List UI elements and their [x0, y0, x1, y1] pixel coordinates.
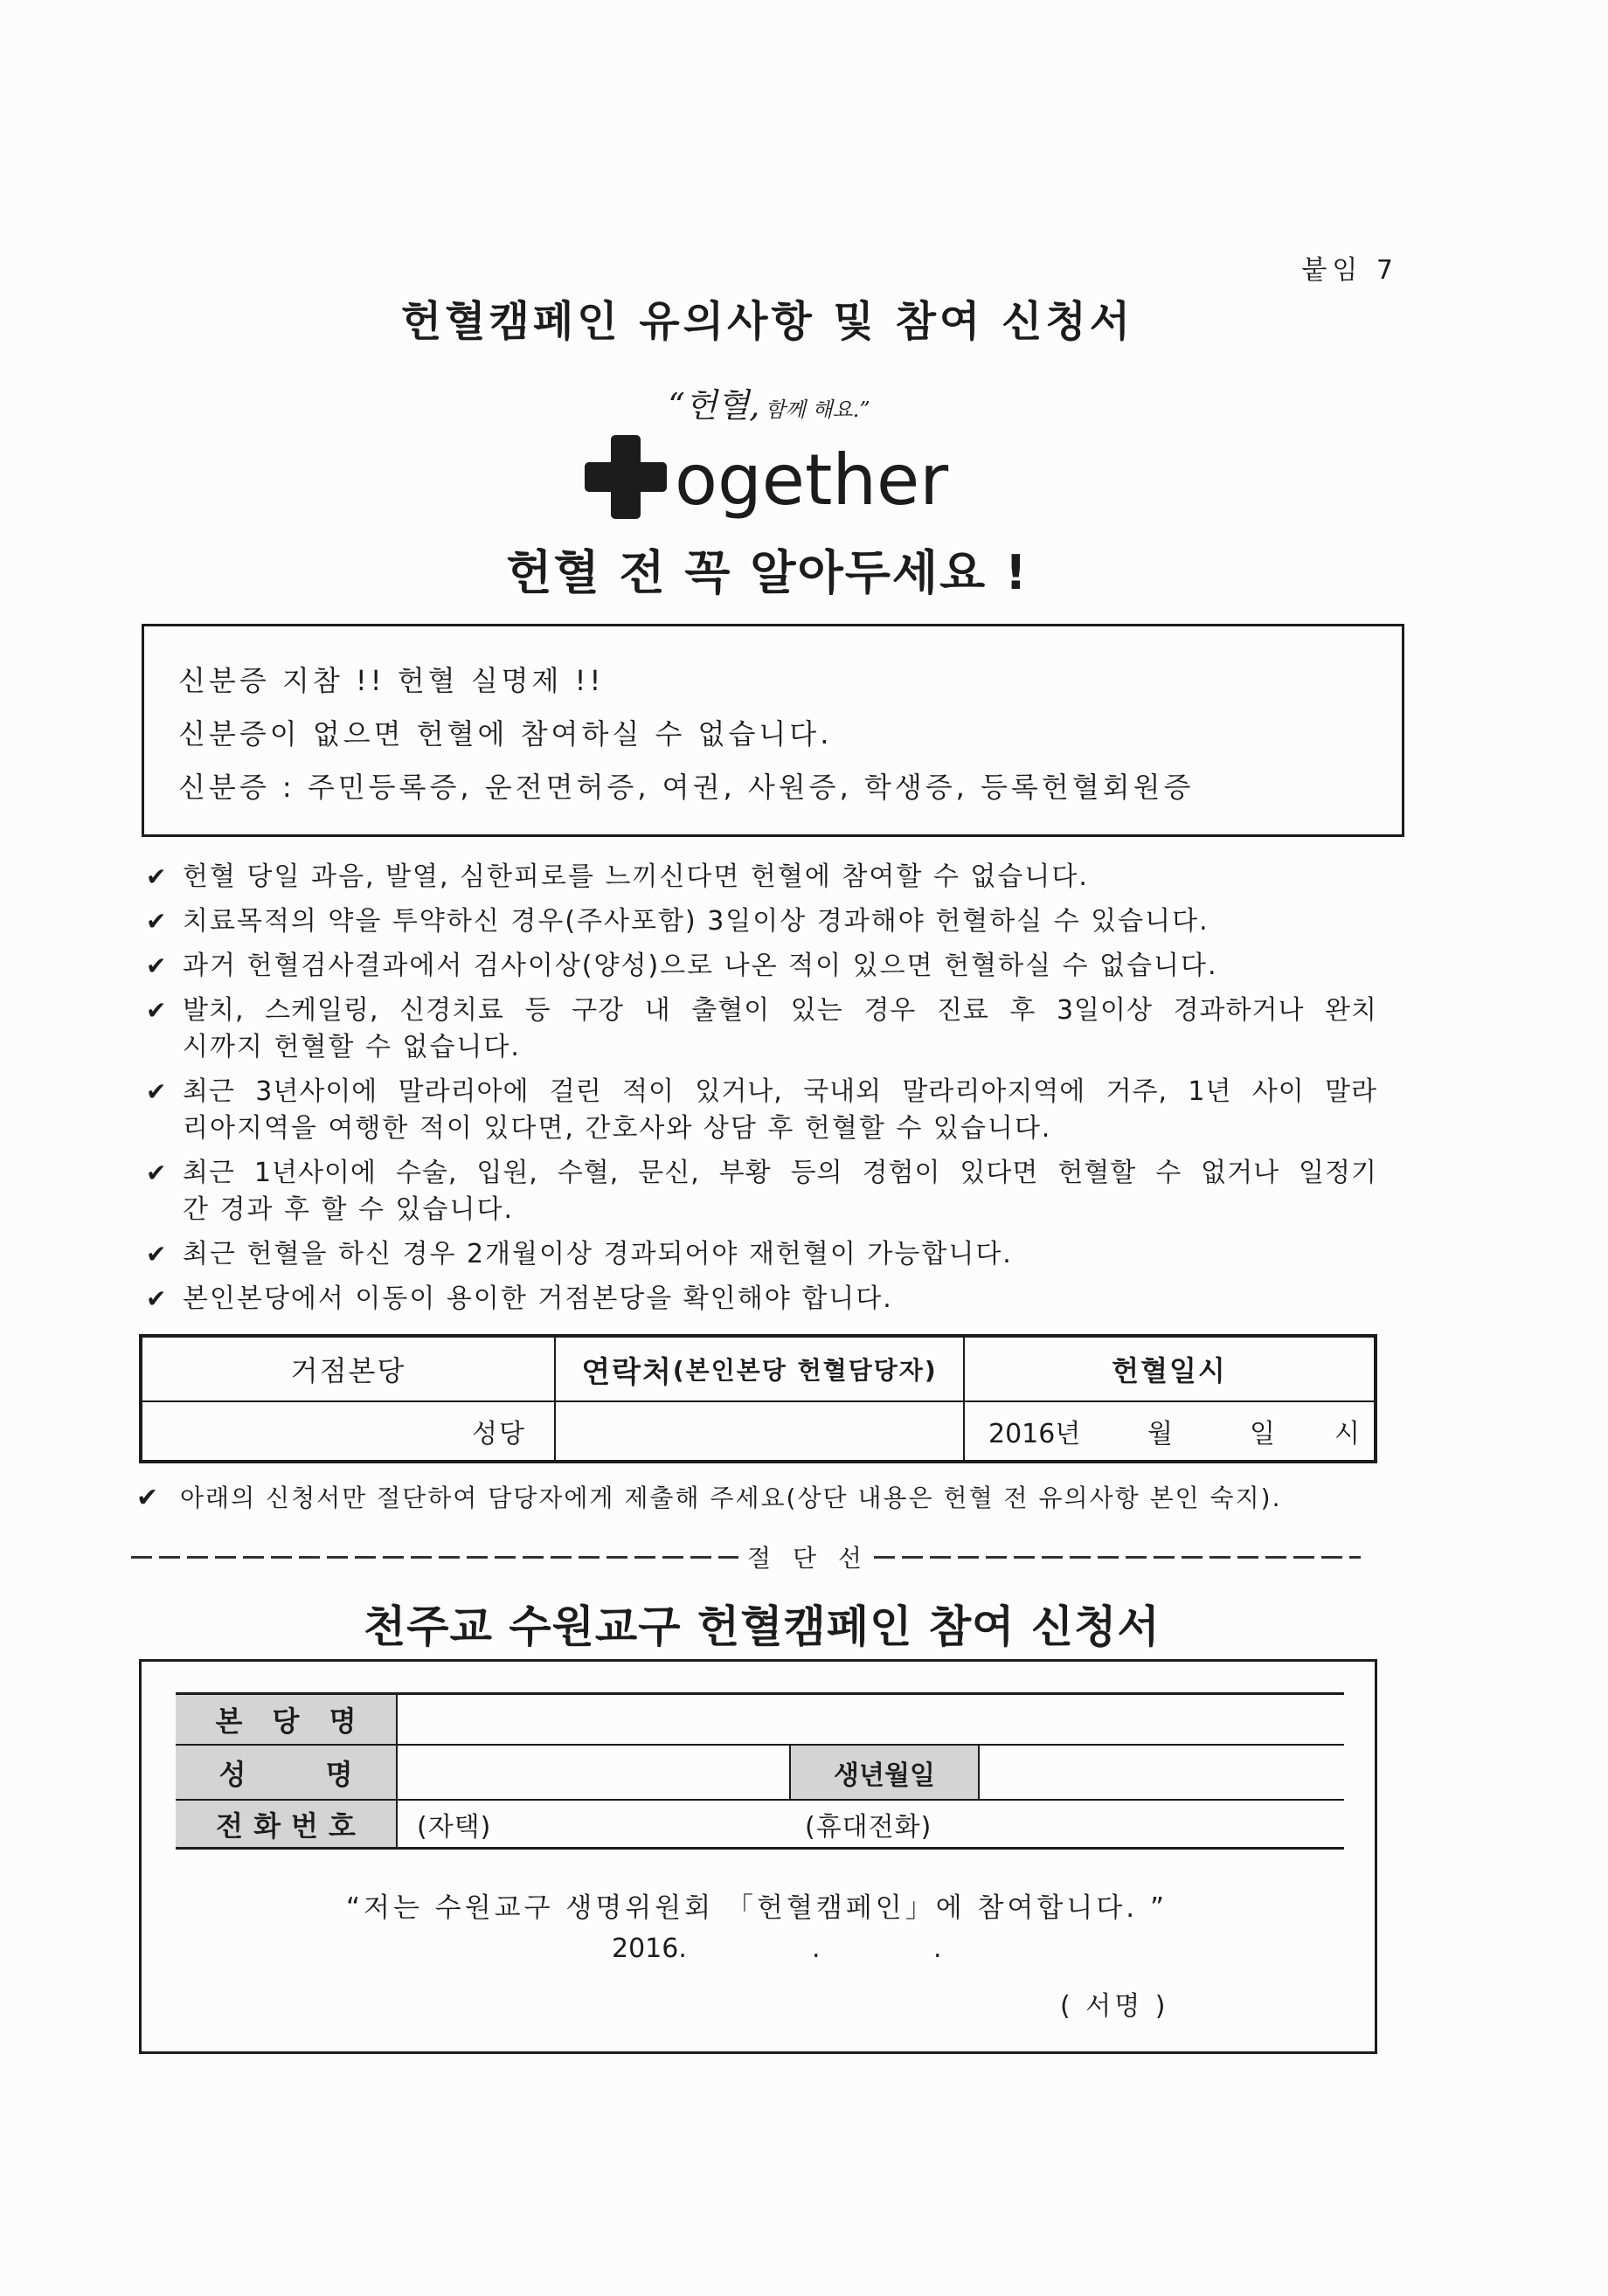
- checkmark-icon: ✔: [146, 1077, 167, 1106]
- id-notice-box: [142, 624, 1404, 837]
- form-date-year: 2016.: [612, 1933, 687, 1964]
- application-form-table: [176, 1692, 1344, 1850]
- checklist-text: 본인본당에서 이동이 용이한 거점본당을 확인해야 합니다.: [183, 1283, 893, 1314]
- checkmark-icon: ✔: [146, 996, 167, 1025]
- id-notice-line: 신분증이 없으면 헌혈에 참여하실 수 없습니다.: [178, 717, 833, 750]
- checklist-item: [146, 1281, 1377, 1317]
- checklist-item: [146, 992, 1377, 1066]
- header-contact: [556, 1338, 965, 1400]
- submit-note-text: 아래의 신청서만 절단하여 담당자에게 제출해 주세요(상단 내용은 헌혈 전 유의사항 본인 숙지).: [180, 1483, 1282, 1512]
- cut-line-dashes: [874, 1556, 1361, 1559]
- signature-label: ( 서명 ): [1060, 1991, 1169, 2022]
- checklist-text: 간 경과 후 할 수 있습니다.: [183, 1194, 515, 1225]
- checklist-text: 과거 헌혈검사결과에서 검사이상(양성)으로 나온 적이 있으면 헌혈하실 수 없습니다.: [183, 951, 1218, 981]
- plus-cross-icon: [585, 435, 667, 519]
- mobile-phone-label: (휴대전화): [805, 1811, 932, 1843]
- header-contact-note: (본인본당 헌혈담당자): [672, 1356, 938, 1385]
- checkmark-icon: ✔: [146, 1240, 167, 1269]
- checklist-item: [146, 948, 1377, 985]
- notice-heading: 헌혈 전 꼭 알아두세요 !: [506, 545, 1029, 600]
- checklist-text: 치료목적의 약을 투약하신 경우(주사포함) 3일이상 경과해야 헌혈하실 수 있습니다.: [183, 906, 1209, 937]
- campaign-slogan: [612, 383, 926, 435]
- parish-field: [398, 1695, 1344, 1744]
- parish-cell: [142, 1402, 556, 1460]
- cut-line-dashes: [131, 1556, 738, 1559]
- checklist-text: 리아지역을 여행한 적이 있다면, 간호사와 상담 후 헌혈할 수 있습니다.: [183, 1113, 1052, 1144]
- checklist-text: 최근 헌혈을 하신 경우 2개월이상 경과되어야 재헌혈이 가능합니다.: [183, 1239, 1013, 1269]
- datetime-cell: [965, 1402, 1374, 1460]
- checklist-item: [146, 1074, 1377, 1147]
- phone-field: [398, 1801, 1344, 1847]
- form-title: 천주교 수원교구 헌혈캠페인 참여 신청서: [364, 1601, 1161, 1652]
- header-datetime: [965, 1338, 1374, 1400]
- form-row-name: [176, 1746, 1344, 1801]
- name-label: 성 명: [176, 1746, 398, 1799]
- parish-suffix: 성당: [472, 1419, 526, 1449]
- checkmark-icon: ✔: [146, 1284, 167, 1313]
- checklist-text: 헌혈 당일 과음, 발열, 심한피로를 느끼신다면 헌혈에 참여할 수 없습니다.: [183, 861, 1089, 892]
- checkmark-icon: ✔: [146, 951, 167, 980]
- checkmark-icon: ✔: [146, 862, 167, 891]
- slogan-tail: 함께 해요.”: [765, 398, 870, 422]
- table-header-row: [142, 1338, 1374, 1402]
- logo-wordmark: ogether: [675, 439, 949, 521]
- page-title: 헌혈캠페인 유의사항 및 참여 신청서: [400, 297, 1134, 346]
- id-notice-line: 신분증 : 주민등록증, 운전면허증, 여권, 사원증, 학생증, 등록헌혈회원증: [178, 771, 1195, 804]
- form-date-day-dot: .: [933, 1933, 942, 1964]
- checklist-item: [146, 1155, 1377, 1228]
- checklist-text: 최근 1년사이에 수술, 입원, 수혈, 문신, 부황 등의 경험이 있다면 헌혈할 수 없거나 일정기: [183, 1158, 1377, 1188]
- checklist-text: 시까지 헌혈할 수 없습니다.: [183, 1032, 521, 1062]
- slogan-lead: “헌혈,: [668, 386, 760, 425]
- checklist-item: [146, 1236, 1377, 1273]
- birth-field: [980, 1746, 1344, 1799]
- submit-note: [136, 1479, 1281, 1518]
- date-year: 2016년: [988, 1419, 1081, 1449]
- precaution-checklist: [146, 859, 1377, 1325]
- id-notice-line: 신분증 지참 !! 헌혈 실명제 !!: [178, 664, 605, 697]
- phone-label: 전화번호: [176, 1801, 398, 1847]
- header-center: [142, 1338, 556, 1400]
- date-month: 월: [1147, 1419, 1173, 1449]
- checkmark-icon: ✔: [146, 907, 167, 936]
- checkmark-icon: ✔: [146, 1158, 167, 1187]
- donation-center-table: [139, 1334, 1377, 1463]
- checklist-text: 최근 3년사이에 말라리아에 걸린 적이 있거나, 국내외 말라리아지역에 거주, 1년 사이 말라: [183, 1076, 1377, 1107]
- birth-label: 생년월일: [791, 1746, 980, 1799]
- form-row-phone: [176, 1801, 1344, 1847]
- form-row-parish: [176, 1695, 1344, 1746]
- header-contact-label: 연락처: [581, 1354, 673, 1390]
- pledge-statement: “저는 수원교구 생명위원회 「헌혈캠페인」에 참여합니다. ”: [345, 1892, 1168, 1924]
- header-center-label: 거점본당: [290, 1354, 406, 1387]
- date-hour: 시: [1334, 1419, 1360, 1449]
- cut-line-label: 절 단 선: [747, 1544, 869, 1573]
- table-row: [142, 1402, 1374, 1460]
- cut-line: [131, 1541, 1361, 1573]
- date-day: 일: [1250, 1419, 1275, 1449]
- name-field: [398, 1746, 791, 1799]
- contact-cell: [556, 1402, 965, 1460]
- home-phone-label: (자택): [417, 1811, 492, 1843]
- header-datetime-label: 헌혈일시: [1112, 1354, 1227, 1387]
- attachment-label: 붙임 7: [1301, 255, 1398, 286]
- form-date-month-dot: .: [812, 1933, 821, 1964]
- checklist-item: [146, 859, 1377, 896]
- parish-label: 본 당 명: [176, 1695, 398, 1744]
- checklist-item: [146, 903, 1377, 940]
- checkmark-icon: ✔: [136, 1483, 159, 1513]
- checklist-text: 발치, 스케일링, 신경치료 등 구강 내 출혈이 있는 경우 진료 후 3일이상 경과하거나 완치: [183, 995, 1377, 1026]
